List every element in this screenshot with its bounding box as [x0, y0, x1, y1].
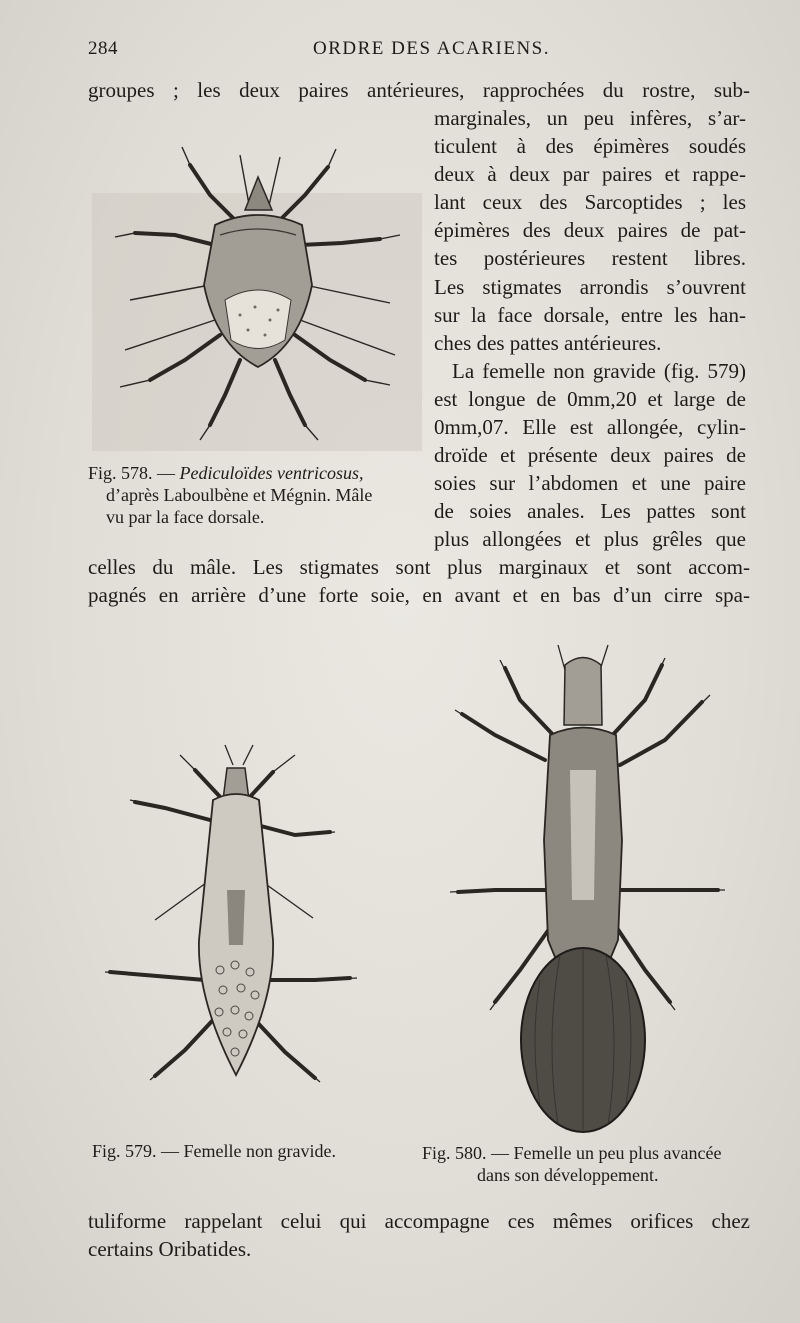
figure-label: Fig. 578. — [88, 463, 180, 483]
text-line: soies sur l’abdomen et une paire [434, 471, 746, 495]
figure-579-caption: Fig. 579. — Femelle non gravide. [92, 1141, 336, 1161]
figure-580-illustration [440, 640, 740, 1135]
text-line: plus allongées et plus grêles que [434, 527, 746, 551]
text-line: tes postérieures restent libres. [434, 246, 746, 270]
text-line: épimères des deux paires de pat- [434, 218, 746, 242]
text-line: deux à deux par paires et rappe- [434, 162, 746, 186]
text-line: La femelle non gravide (fig. 579) [452, 359, 746, 383]
text-line: tuliforme rappelant celui qui accompagne ces mêmes orifices chez [88, 1209, 750, 1233]
text-line: celles du mâle. Les stigmates sont plus marginaux et sont accom- [88, 555, 750, 579]
text-line: certains Oribatides. [88, 1237, 252, 1261]
caption-line: dans son développement. [477, 1165, 659, 1185]
figure-580-caption [422, 1142, 762, 1186]
figure-578-illustration [90, 135, 425, 455]
text-line: marginales, un peu infères, s’ar- [434, 106, 746, 130]
text-line: est longue de 0mm,20 et large de [434, 387, 746, 411]
text-line: de soies anales. Les pattes sont [434, 499, 746, 523]
caption-line: Fig. 580. — Femelle un peu plus avancée [422, 1143, 722, 1163]
text-line: ticulent à des épimères soudés [434, 134, 746, 158]
text-line: Les stigmates arrondis s’ouvrent [434, 275, 746, 299]
text-line: pagnés en arrière d’une forte soie, en avant et en bas d’un cirre spa- [88, 583, 750, 607]
figure-579-illustration [95, 740, 365, 1095]
caption-line: d’après Laboulbène et Mégnin. Mâle [106, 485, 373, 505]
running-head: ORDRE DES ACARIENS. [313, 38, 550, 59]
text-line: droïde et présente deux paires de [434, 443, 746, 467]
figure-578-caption [88, 462, 428, 528]
page-number: 284 [88, 38, 118, 59]
text-line: lant ceux des Sarcoptides ; les [434, 190, 746, 214]
text-line: groupes ; les deux paires antérieures, rapprochées du rostre, sub- [88, 78, 750, 102]
text-line: ches des pattes antérieures. [434, 331, 662, 355]
text-line: 0mm,07. Elle est allongée, cylin- [434, 415, 746, 439]
caption-line: vu par la face dorsale. [106, 507, 265, 527]
page-header [88, 38, 752, 66]
text-line: sur la face dorsale, entre les han- [434, 303, 746, 327]
species-name: Pediculoïdes ventricosus, [179, 463, 364, 483]
